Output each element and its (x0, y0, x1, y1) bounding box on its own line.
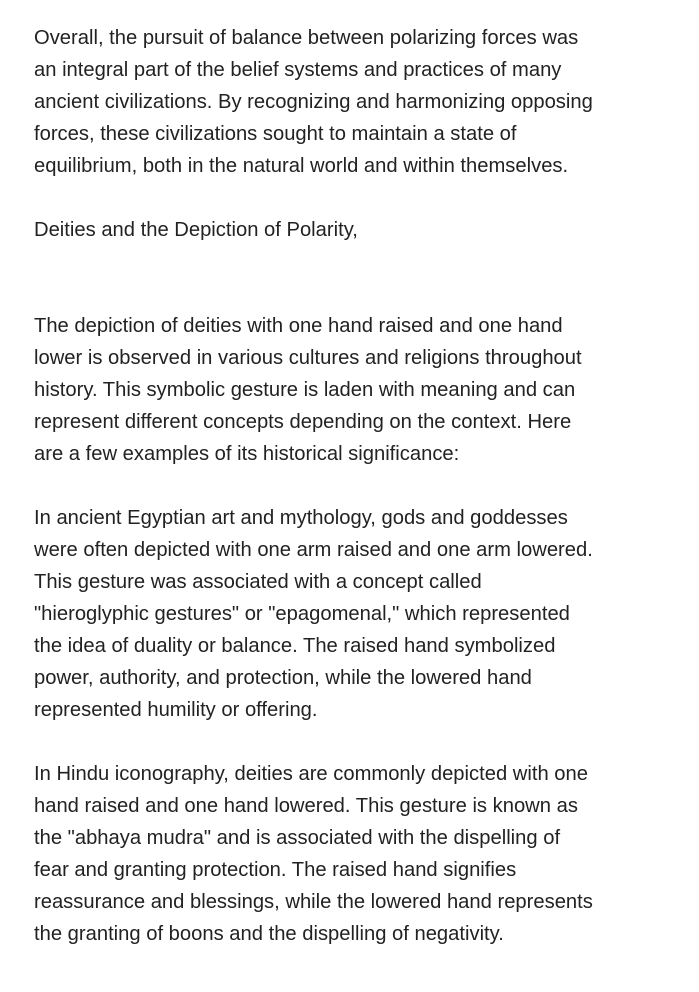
paragraph-spacer (34, 470, 674, 502)
paragraph-balance-summary: Overall, the pursuit of balance between polarizing forces was an integral part of the belief systems and practices of many ancient civilizations. By recognizing and harmonizing opposing forces, these civilizations sought to maintain a state of equilibrium, both in the natural world and within themselves. (34, 27, 593, 177)
paragraph-spacer (34, 726, 674, 758)
paragraph-hindu: In Hindu iconography, deities are commonly depicted with one hand raised and one hand lowered. This gesture is known as the "abhaya mudra" and is associated with the dispelling of fear and granting protection. The raised hand signifies reassurance and blessings, while the lowered hand represents the granting of boons and the dispelling of negativity. (34, 763, 593, 945)
section-heading-deities-polarity: Deities and the Depiction of Polarity, (34, 219, 358, 241)
paragraph-spacer (34, 182, 674, 214)
document-body (34, 22, 674, 950)
section-spacer (34, 246, 674, 310)
paragraph-depiction-intro: The depiction of deities with one hand raised and one hand lower is observed in various cultures and religions throughout history. This symbolic gesture is laden with meaning and can represent different concepts depending on the context. Here are a few examples of its historical significance: (34, 315, 582, 465)
paragraph-egyptian: In ancient Egyptian art and mythology, gods and goddesses were often depicted with one arm raised and one arm lowered. This gesture was associated with a concept called "hieroglyphic gestures" or "epagomenal," which represented the idea of duality or balance. The raised hand symbolized power, authority, and protection, while the lowered hand represented humility or offering. (34, 507, 593, 721)
